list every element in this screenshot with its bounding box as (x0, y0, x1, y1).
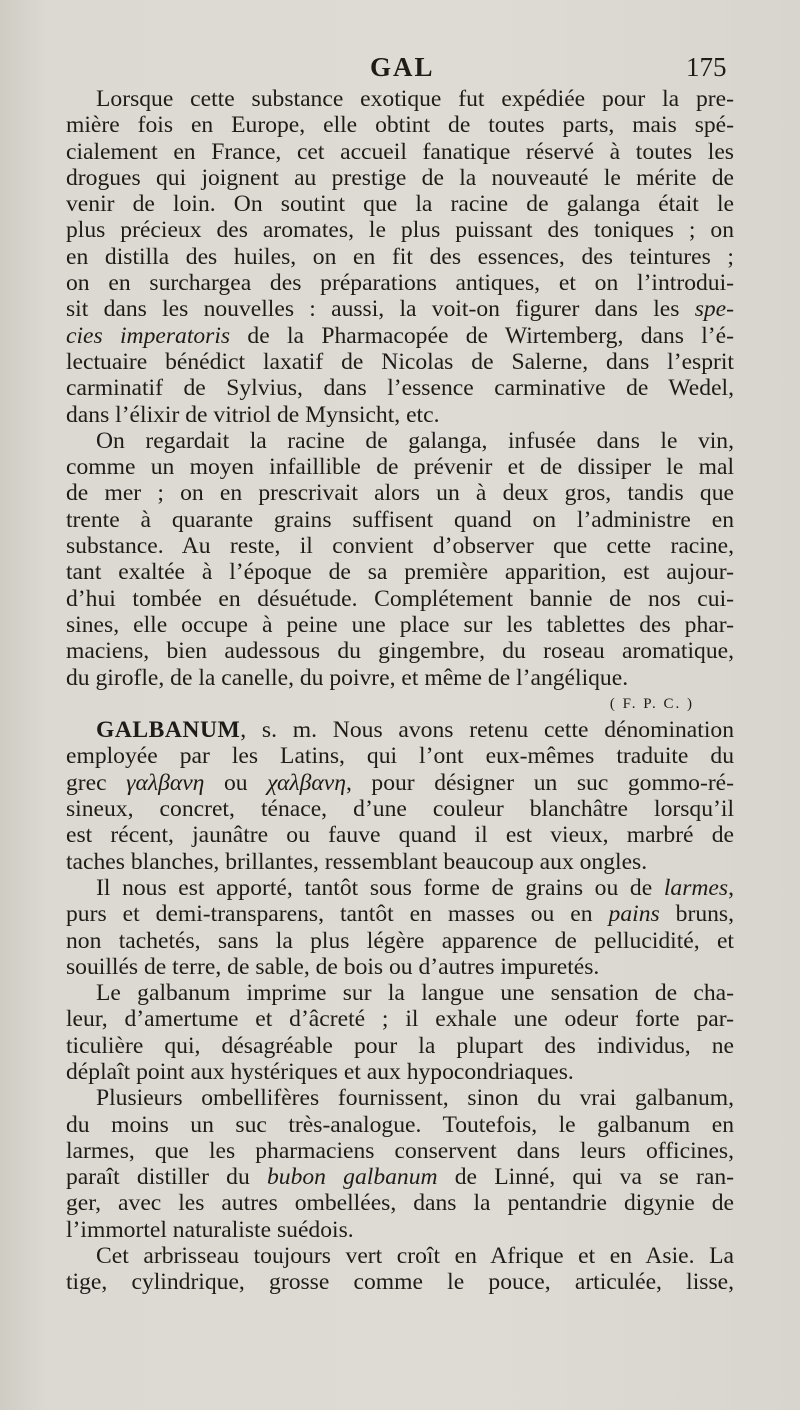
text-run: substance. Au reste, il convient d’observer que cette racine, (66, 533, 734, 560)
paragraph-galbanum-definition (66, 717, 734, 875)
text-line (66, 665, 734, 691)
text-line (66, 1033, 734, 1059)
text-line (66, 980, 734, 1006)
text-line (66, 428, 734, 454)
text-line (66, 770, 734, 796)
text-run: mière fois en Europe, elle obtint de toutes parts, mais spé- (66, 112, 734, 139)
text-run: cialement en France, cet accueil fanatique réservé à toutes les (66, 138, 734, 165)
page-number: 175 (686, 52, 727, 82)
text-run: , pour désigner un suc gommo-ré- (345, 769, 735, 796)
text-run: dans l’élixir de vitriol de Mynsicht, etc. (66, 401, 440, 428)
text-run: tige, cylindrique, grosse comme le pouce, articulée, lisse, (66, 1269, 734, 1296)
body-text (66, 86, 734, 1296)
text-line (66, 217, 734, 243)
text-run: est récent, jaunâtre ou fauve quand il est vieux, marbré de (66, 822, 734, 849)
paragraph-galbanum-plant (66, 1243, 734, 1296)
text-run: leur, d’amertume et d’âcreté ; il exhale une odeur forte par- (66, 1006, 734, 1033)
text-run: carminatif de Sylvius, dans l’essence carminative de Wedel, (66, 375, 734, 402)
text-run: taches blanches, brillantes, ressemblant beaucoup aux ongles. (66, 848, 648, 875)
text-run: sines, elle occupe à peine une place sur les tablettes des phar- (66, 611, 734, 638)
italic-term: larmes (663, 874, 729, 901)
text-run: du moins un suc très-analogue. Toutefois, le galbanum en (66, 1111, 734, 1138)
text-line (66, 112, 734, 138)
text-line (66, 323, 734, 349)
text-line (66, 1164, 734, 1190)
text-line (66, 1190, 734, 1216)
text-run: Lorsque cette substance exotique fut expédiée pour la pre- (96, 86, 734, 112)
text-line (66, 638, 734, 664)
text-run: lectuaire bénédict laxatif de Nicolas de Salerne, dans l’esprit (66, 348, 734, 375)
text-run: Cet arbrisseau toujours vert croît en Afrique et en Asie. La (96, 1243, 734, 1270)
text-run: Plusieurs ombellifères fournissent, sinon du vrai galbanum, (96, 1085, 734, 1112)
text-line (66, 586, 734, 612)
text-line (66, 1269, 734, 1295)
text-line (66, 901, 734, 927)
text-line (66, 1217, 734, 1243)
text-run: maciens, bien audessous du gingembre, du roseau aromatique, (66, 638, 734, 665)
text-line (66, 612, 734, 638)
paragraph-galbanum-forms (66, 875, 734, 980)
text-run: on en surchargea des préparations antiques, et on l’introdui- (66, 270, 734, 297)
text-run: drogues qui joignent au prestige de la nouveauté le mérite de (66, 164, 734, 191)
text-line (66, 270, 734, 296)
text-run: , s. m. Nous avons retenu cette dénomination (240, 717, 734, 744)
running-head: GAL (370, 52, 435, 82)
text-run: l’immortel naturaliste suédois. (66, 1216, 354, 1243)
text-run: de la Pharmacopée de Wirtemberg, dans l’é- (230, 322, 734, 349)
italic-term: pains (608, 901, 660, 928)
author-attribution: ( F. P. C. ) (609, 695, 694, 712)
text-run: , (728, 874, 734, 901)
entry-term: GALBANUM (96, 717, 241, 744)
text-line (66, 1059, 734, 1085)
text-run: du girofle, de la canelle, du poivre, et même de l’angélique. (66, 664, 629, 691)
paragraph-galbanum-source (66, 1085, 734, 1243)
text-run: déplaît point aux hystériques et aux hypocondriaques. (66, 1058, 574, 1085)
text-run: ticulière qui, désagréable pour la plupart des individus, ne (66, 1032, 734, 1059)
text-run: paraît distiller du (66, 1164, 267, 1191)
text-line (66, 349, 734, 375)
italic-term: χαλβανη (267, 769, 346, 796)
text-line (66, 822, 734, 848)
text-line (66, 454, 734, 480)
text-run: Il nous est apporté, tantôt sous forme de grains ou de (96, 874, 664, 901)
text-run: tant exaltée à l’époque de sa première apparition, est aujour- (66, 559, 734, 586)
text-line (66, 402, 734, 428)
italic-term: cies imperatoris (66, 322, 231, 349)
text-line (66, 1138, 734, 1164)
text-line (66, 849, 734, 875)
text-line (66, 717, 734, 743)
text-line (66, 165, 734, 191)
text-line (66, 1243, 734, 1269)
text-run: sineux, concret, ténace, d’une couleur blanchâtre lorsqu’il (66, 796, 734, 823)
paragraph-galanga-history (66, 86, 734, 428)
text-line (66, 296, 734, 322)
text-line (66, 1112, 734, 1138)
text-run: souillés de terre, de sable, de bois ou d’autres impuretés. (66, 953, 600, 980)
text-run: en distilla des huiles, on en fit des essences, des teintures ; (66, 243, 734, 270)
italic-term: γαλβανη (126, 769, 205, 796)
text-run: On regardait la racine de galanga, infusée dans le vin, (96, 427, 734, 454)
text-line (66, 559, 734, 585)
text-line (66, 375, 734, 401)
italic-term: bubon galbanum (266, 1164, 438, 1191)
text-run: venir de loin. On soutint que la racine de galanga était le (66, 191, 734, 218)
text-line (66, 507, 734, 533)
text-run: sit dans les nouvelles : aussi, la voit-on figurer dans les (66, 296, 695, 323)
text-line (66, 480, 734, 506)
text-line (66, 1006, 734, 1032)
text-line (66, 1085, 734, 1111)
text-run: ger, avec les autres ombellées, dans la pentandrie digynie de (66, 1190, 734, 1217)
text-run: d’hui tombée en désuétude. Complétement bannie de nos cui- (66, 585, 734, 612)
text-run: de Linné, qui va se ran- (437, 1164, 734, 1191)
text-line (66, 244, 734, 270)
text-run: larmes, que les pharmaciens conservent dans leurs officines, (66, 1137, 734, 1164)
paragraph-galbanum-taste (66, 980, 734, 1085)
text-run: plus précieux des aromates, le plus puissant des toniques ; on (66, 217, 734, 244)
text-line (66, 139, 734, 165)
text-run: ou (204, 769, 268, 796)
page-header (0, 52, 800, 86)
text-line (66, 875, 734, 901)
text-run: de mer ; on en prescrivait alors un à deux gros, tandis que (66, 480, 734, 507)
text-line (66, 86, 734, 112)
italic-term: spe- (694, 296, 734, 323)
text-run: grec (66, 769, 127, 796)
text-line (66, 954, 734, 980)
text-run: comme un moyen infaillible de prévenir et de dissiper le mal (66, 454, 734, 481)
text-run: Le galbanum imprime sur la langue une sensation de cha- (96, 980, 734, 1007)
text-line (66, 743, 734, 769)
text-run: bruns, (659, 901, 734, 928)
paragraph-galanga-decline (66, 428, 734, 717)
text-line (66, 796, 734, 822)
text-run: non tachetés, sans la plus légère apparence de pellucidité, et (66, 927, 734, 954)
text-run: employée par les Latins, qui l’ont eux-mêmes traduite du (66, 743, 734, 770)
text-line (66, 191, 734, 217)
text-line (66, 928, 734, 954)
text-line (66, 533, 734, 559)
text-run: trente à quarante grains suffisent quand on l’administre en (66, 506, 734, 533)
text-run: purs et demi-transparens, tantôt en masses ou en (66, 901, 609, 928)
